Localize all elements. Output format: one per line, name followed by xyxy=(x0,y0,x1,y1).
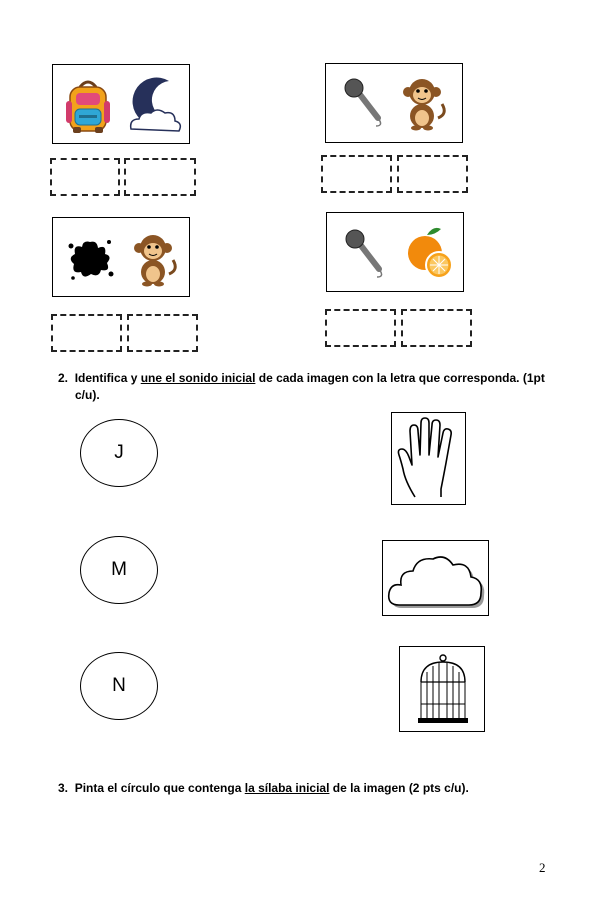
birdcage-icon xyxy=(417,654,469,726)
question-2-line2: c/u). xyxy=(75,388,100,402)
moon-cloud-icon xyxy=(127,77,185,137)
letter-m: M xyxy=(111,559,127,580)
picture-card-microphone-orange xyxy=(326,212,464,292)
question-2-text xyxy=(58,370,558,404)
monkey-icon xyxy=(133,230,177,286)
microphone-icon xyxy=(344,78,388,128)
orange-icon xyxy=(405,225,455,279)
answer-box[interactable] xyxy=(51,314,122,352)
page-number: 2 xyxy=(539,860,546,875)
picture-card-backpack-moon xyxy=(52,64,190,144)
picture-card-hand[interactable] xyxy=(391,412,466,505)
cloud-icon xyxy=(387,549,485,611)
picture-card-microphone-monkey xyxy=(325,63,463,143)
letter-oval-m[interactable] xyxy=(80,536,158,604)
answer-box[interactable] xyxy=(50,158,120,196)
ink-splat-icon xyxy=(67,236,113,280)
answer-box[interactable] xyxy=(401,309,472,347)
question-3-underlined: la sílaba inicial xyxy=(244,781,330,795)
letter-oval-j[interactable] xyxy=(80,419,158,487)
answer-box[interactable] xyxy=(325,309,396,347)
svg-text:Z: Z xyxy=(145,83,151,93)
picture-card-birdcage[interactable] xyxy=(399,646,485,732)
backpack-icon xyxy=(65,79,111,135)
question-3-number: 3. xyxy=(58,781,69,795)
monkey-icon xyxy=(402,74,446,130)
picture-card-ink-monkey xyxy=(52,217,190,297)
question-2-number: 2. xyxy=(58,371,69,385)
letter-n: N xyxy=(112,675,126,696)
answer-box[interactable] xyxy=(397,155,468,193)
question-3-part1: Pinta el círculo que contenga xyxy=(74,781,245,795)
question-3-part2: de la imagen (2 pts c/u). xyxy=(329,781,469,795)
question-3-text xyxy=(58,780,558,797)
letter-j: J xyxy=(114,442,124,463)
hand-icon xyxy=(397,417,461,501)
svg-text:z: z xyxy=(153,80,157,87)
answer-box[interactable] xyxy=(127,314,198,352)
letter-oval-n[interactable] xyxy=(80,652,158,720)
picture-card-cloud[interactable] xyxy=(382,540,489,616)
microphone-icon xyxy=(345,229,389,279)
question-2-underlined: une el sonido inicial xyxy=(140,371,256,385)
question-2-part2: de cada imagen con la letra que corresponda. (1pt xyxy=(255,371,545,385)
answer-box[interactable] xyxy=(124,158,196,196)
answer-box[interactable] xyxy=(321,155,392,193)
question-2-part1: Identifica y xyxy=(74,371,141,385)
